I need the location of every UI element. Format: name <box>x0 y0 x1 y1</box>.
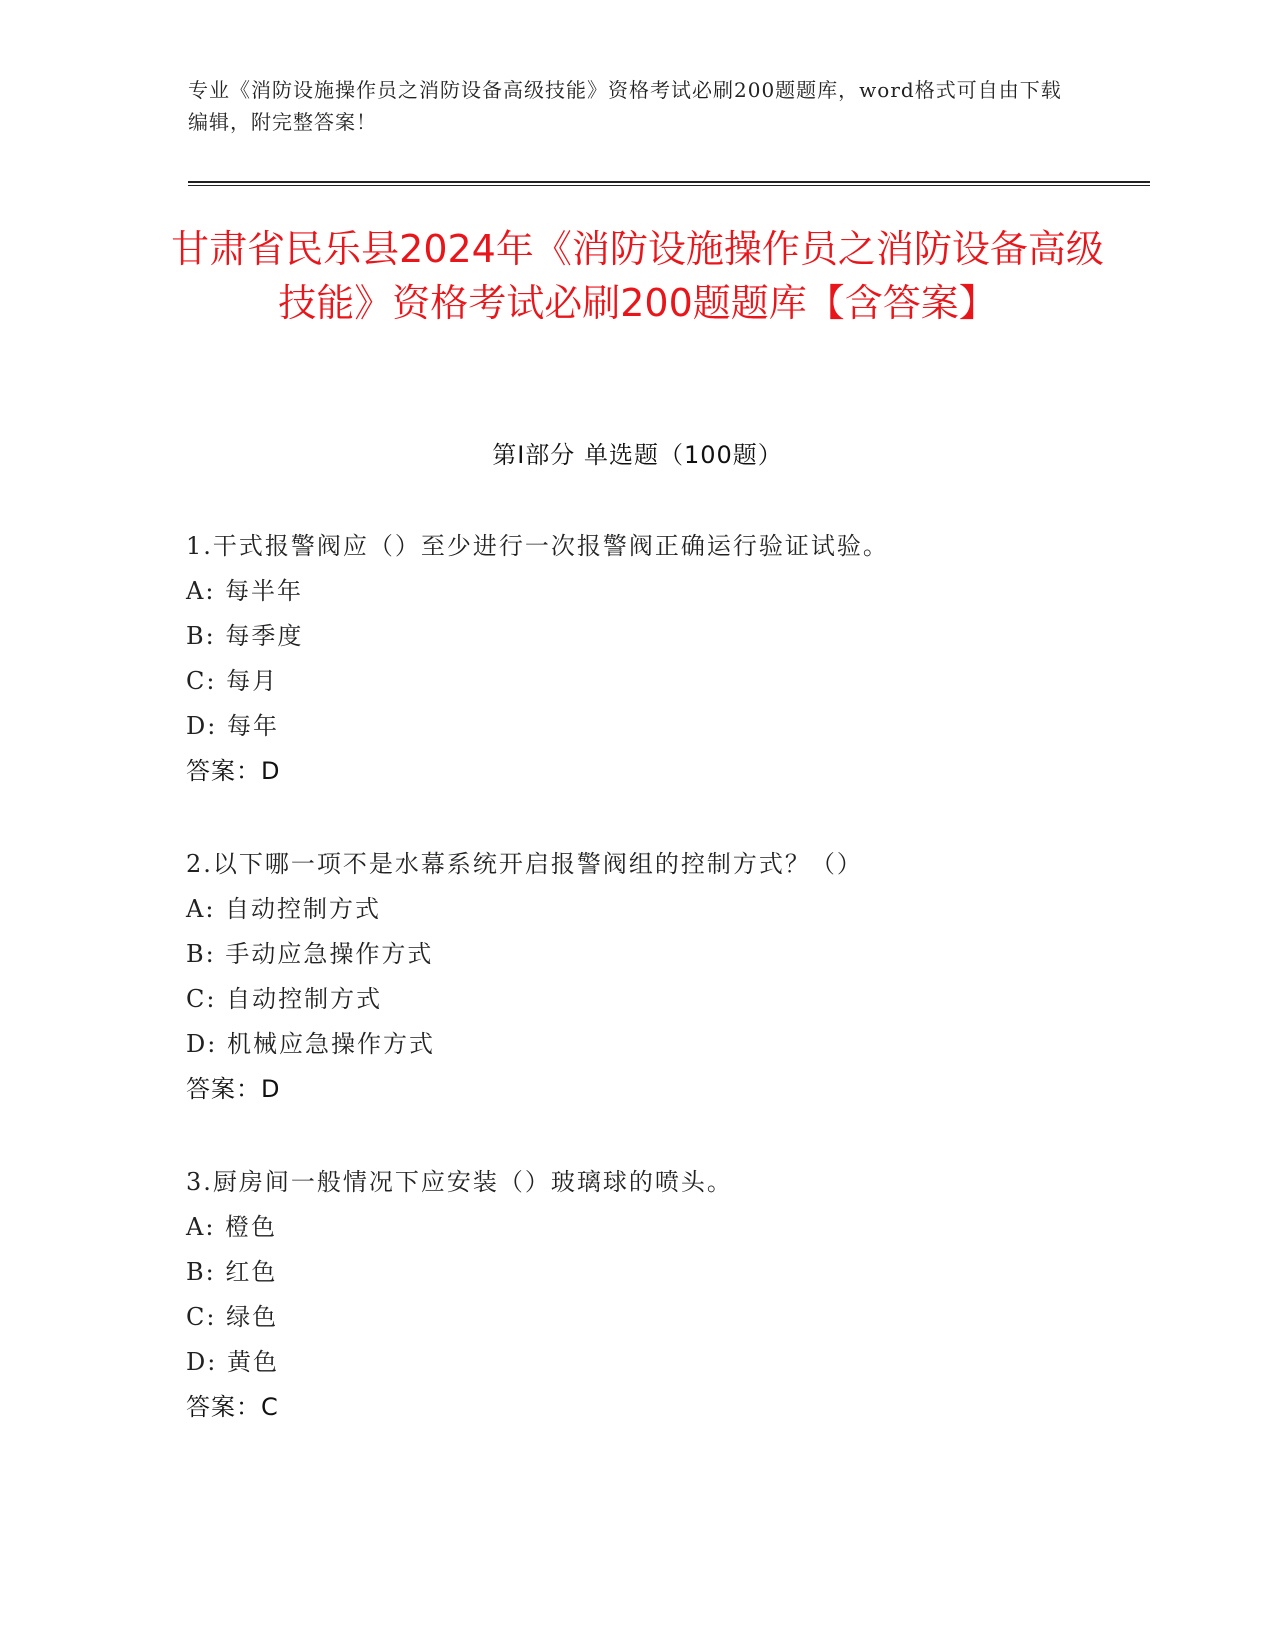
header-note: 专业《消防设施操作员之消防设备高级技能》资格考试必刷200题题库，word格式可自由下载编辑，附完整答案！ <box>188 78 1062 134</box>
option-d: D: 黄色 <box>186 1348 279 1376</box>
question-block <box>186 1160 1146 1430</box>
option-a: A: 每半年 <box>186 577 304 605</box>
section-heading: 第Ⅰ部分 单选题（100题） <box>492 441 783 469</box>
option-b: B: 手动应急操作方式 <box>186 940 434 968</box>
option-b: B: 每季度 <box>186 622 304 650</box>
answer-line: 答案：D <box>186 757 281 785</box>
option-c: C: 绿色 <box>186 1303 279 1331</box>
question-stem: 1.干式报警阀应（）至少进行一次报警阀正确运行验证试验。 <box>186 532 889 560</box>
option-b: B: 红色 <box>186 1258 278 1286</box>
option-c: C: 每月 <box>186 667 279 695</box>
option-d: D: 机械应急操作方式 <box>186 1030 435 1058</box>
option-c: C: 自动控制方式 <box>186 985 383 1013</box>
question-block <box>186 842 1146 1112</box>
option-a: A: 自动控制方式 <box>186 895 382 923</box>
question-stem: 2.以下哪一项不是水幕系统开启报警阀组的控制方式？（） <box>186 850 863 878</box>
document-title: 甘肃省民乐县2024年《消防设施操作员之消防设备高级技能》资格考试必刷200题题库【含答案】 <box>171 227 1104 325</box>
option-d: D: 每年 <box>186 712 279 740</box>
header-divider-thick <box>188 181 1150 183</box>
option-a: A: 橙色 <box>186 1213 278 1241</box>
question-block <box>186 524 1146 794</box>
question-stem: 3.厨房间一般情况下应安装（）玻璃球的喷头。 <box>186 1168 733 1196</box>
answer-line: 答案：D <box>186 1075 281 1103</box>
header-divider-thin <box>188 185 1150 186</box>
answer-line: 答案：C <box>186 1393 279 1421</box>
